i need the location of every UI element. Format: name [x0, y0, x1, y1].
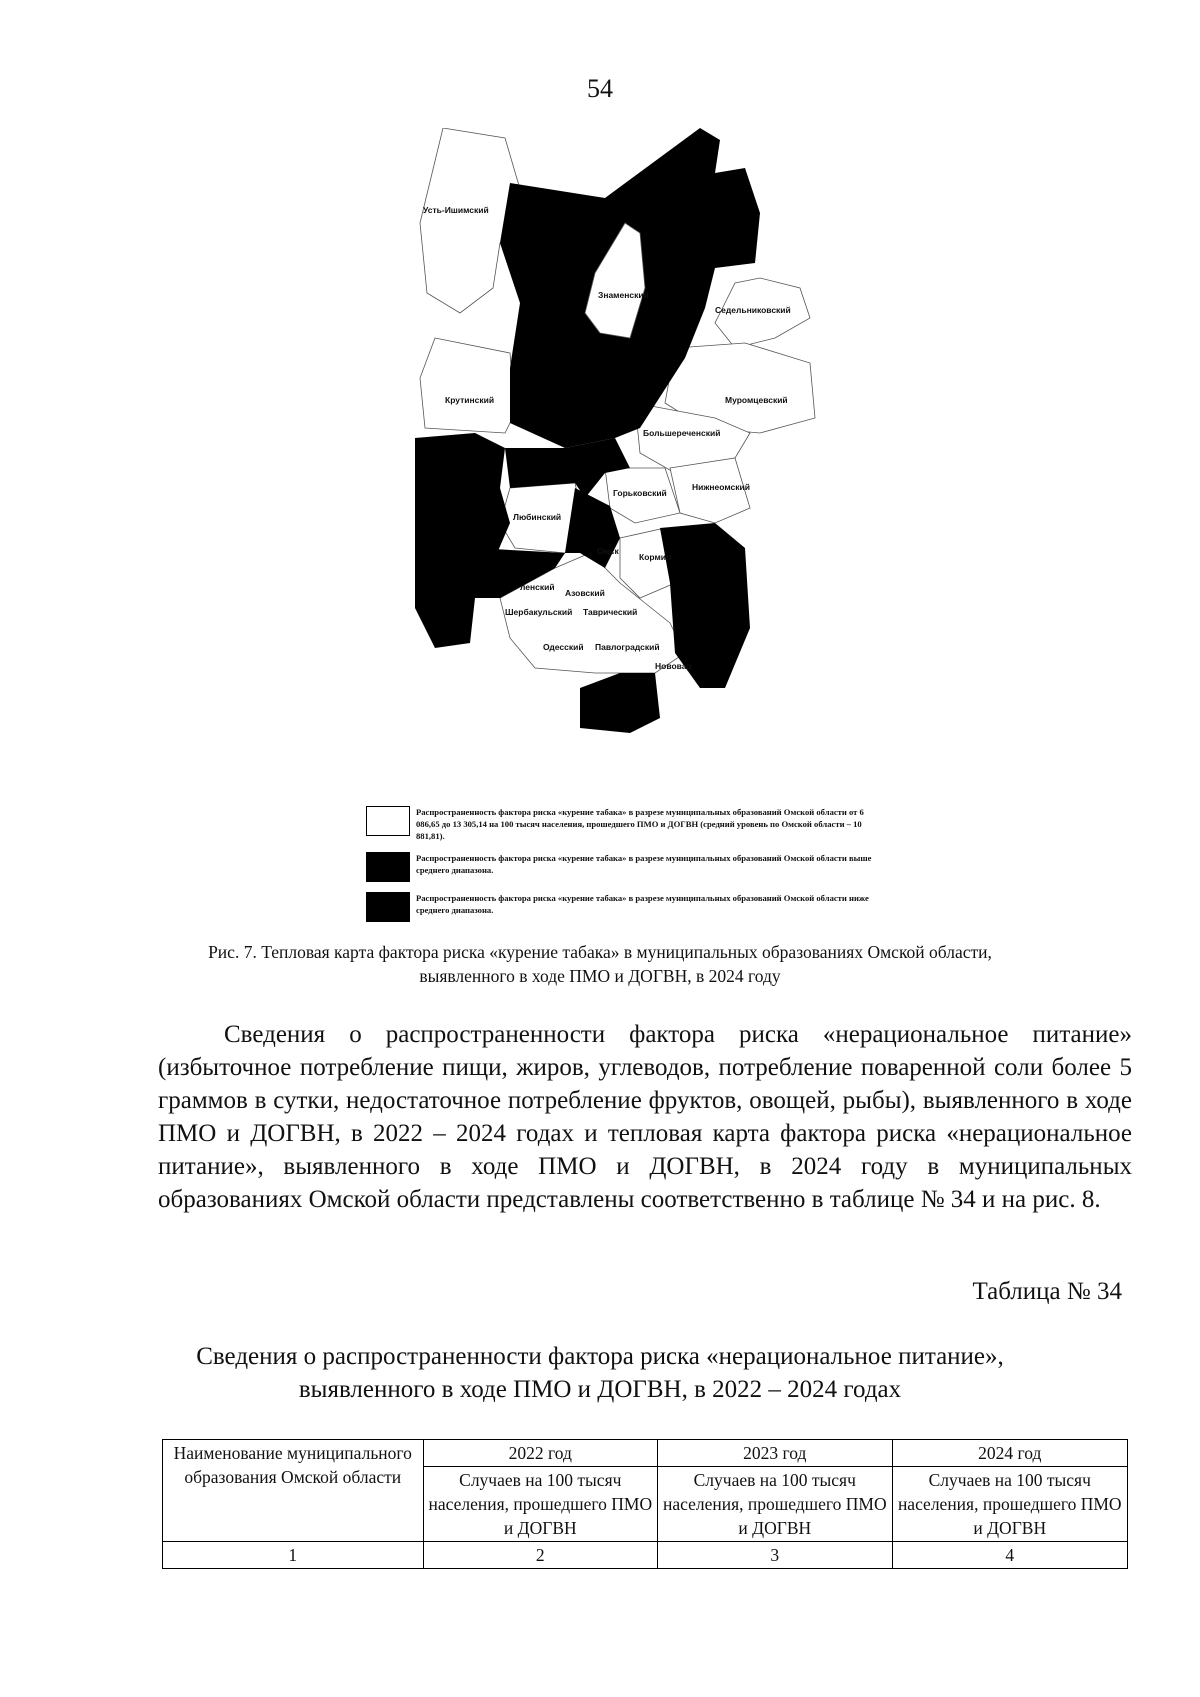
column-header-year: 2022 год — [423, 1440, 657, 1467]
table-title — [150, 1340, 1050, 1406]
legend-swatch — [366, 852, 410, 882]
legend-text: Распространенность фактора риска «курение табака» в разрезе муниципальных образований Омской области выше среднего диапазона. — [416, 853, 872, 875]
label-lyubinsky: Любинский — [513, 512, 562, 522]
omsk-region-map — [415, 128, 855, 803]
label-odessky: Одесский — [543, 642, 584, 652]
table-title-line-1: Сведения о распространенности фактора риска «нерациональное питание», — [196, 1343, 1004, 1370]
label-azovsky: Азовский — [565, 588, 605, 598]
column-number: 3 — [658, 1542, 892, 1569]
column-subheader: Случаев на 100 тысяч населения, прошедшего ПМО и ДОГВН — [892, 1467, 1127, 1542]
page-number: 54 — [587, 74, 613, 103]
label-novovarshavsky: Нововар — [655, 661, 692, 671]
column-subheader: Случаев на 100 тысяч населения, прошедшего ПМО и ДОГВН — [658, 1467, 892, 1542]
column-subheader: Случаев на 100 тысяч населения, прошедшего ПМО и ДОГВН — [423, 1467, 657, 1542]
map-legend — [366, 806, 886, 932]
data-table — [162, 1439, 1128, 1569]
district-west-black — [415, 433, 510, 648]
label-nizhneomsky: Нижнеомский — [692, 482, 750, 492]
legend-item-average — [366, 806, 886, 842]
label-sedelnikovsky: Седельниковский — [715, 305, 791, 315]
table-number: Таблица № 34 — [972, 1278, 1122, 1305]
legend-item-above — [366, 852, 886, 882]
column-number: 1 — [163, 1542, 424, 1569]
label-gorkovsky: Горьковский — [613, 488, 667, 498]
district-krutinsky — [420, 338, 515, 433]
label-tavrichesky: Таврический — [583, 607, 638, 617]
caption-line-1: Рис. 7. Тепловая карта фактора риска «курение табака» в муниципальных образованиях Омской области, — [208, 942, 992, 962]
figure-caption — [150, 940, 1050, 988]
column-number: 4 — [892, 1542, 1127, 1569]
table-title-line-2: выявленного в ходе ПМО и ДОГВН, в 2022 – 2024 годах — [298, 1376, 902, 1403]
legend-swatch — [366, 806, 410, 836]
legend-text: Распространенность фактора риска «курение табака» в разрезе муниципальных образований Омской области ниже среднего диапазона. — [416, 893, 869, 915]
legend-text: Распространенность фактора риска «курение табака» в разрезе муниципальных образований Омской области от 6 086,65 до 13 305,14 на 100 тысяч населения, прошедшего ПМО и ДОГВН (средний уровень по Омской области – 10 881,81). — [416, 807, 864, 841]
column-header-year: 2023 год — [658, 1440, 892, 1467]
label-bolsherechensky: Большереченский — [643, 428, 721, 438]
body-paragraph: Сведения о распространенности фактора риска «нерациональное питание» (избыточное потребление пищи, жиров, углеводов, потребление поваренной соли более 5 граммов в сутки, недостаточное потребление фруктов, овощей, рыбы), выявленного в ходе ПМО и ДОГВН, в 2022 – 2024 годах и тепловая карта фактора риска «нерациональное питание», выявленного в ходе ПМО и ДОГВН, в 2024 году в муниципальных образованиях Омской области представлены соответственно в таблице № 34 и на рис. 8. — [158, 1021, 1132, 1213]
label-sherbakulsky: Шербакульский — [505, 607, 573, 617]
label-omsk: Омск — [597, 546, 619, 556]
label-krutinsky: Крутинский — [445, 395, 495, 405]
label-kormilovsky: Кормил — [639, 552, 672, 562]
label-pavlogradsky: Павлоградский — [595, 642, 660, 652]
label-isilkulsky: ленский — [520, 582, 555, 592]
label-znamensky: Знаменский — [598, 290, 649, 300]
district-okoneshnikovsky-black — [580, 673, 660, 733]
column-header-municipality: Наименование муниципального образования Омской области — [163, 1440, 424, 1542]
heat-map — [415, 128, 855, 803]
label-ust-ishimsky: Усть-Ишимский — [423, 205, 489, 215]
column-number: 2 — [423, 1542, 657, 1569]
table-header-row — [163, 1440, 1128, 1467]
legend-item-below — [366, 892, 886, 922]
legend-swatch — [366, 892, 410, 922]
column-header-year: 2024 год — [892, 1440, 1127, 1467]
label-muromtsevsky: Муромцевский — [725, 395, 788, 405]
column-number-row — [163, 1542, 1128, 1569]
caption-line-2: выявленного в ходе ПМО и ДОГВН, в 2024 году — [419, 966, 781, 986]
